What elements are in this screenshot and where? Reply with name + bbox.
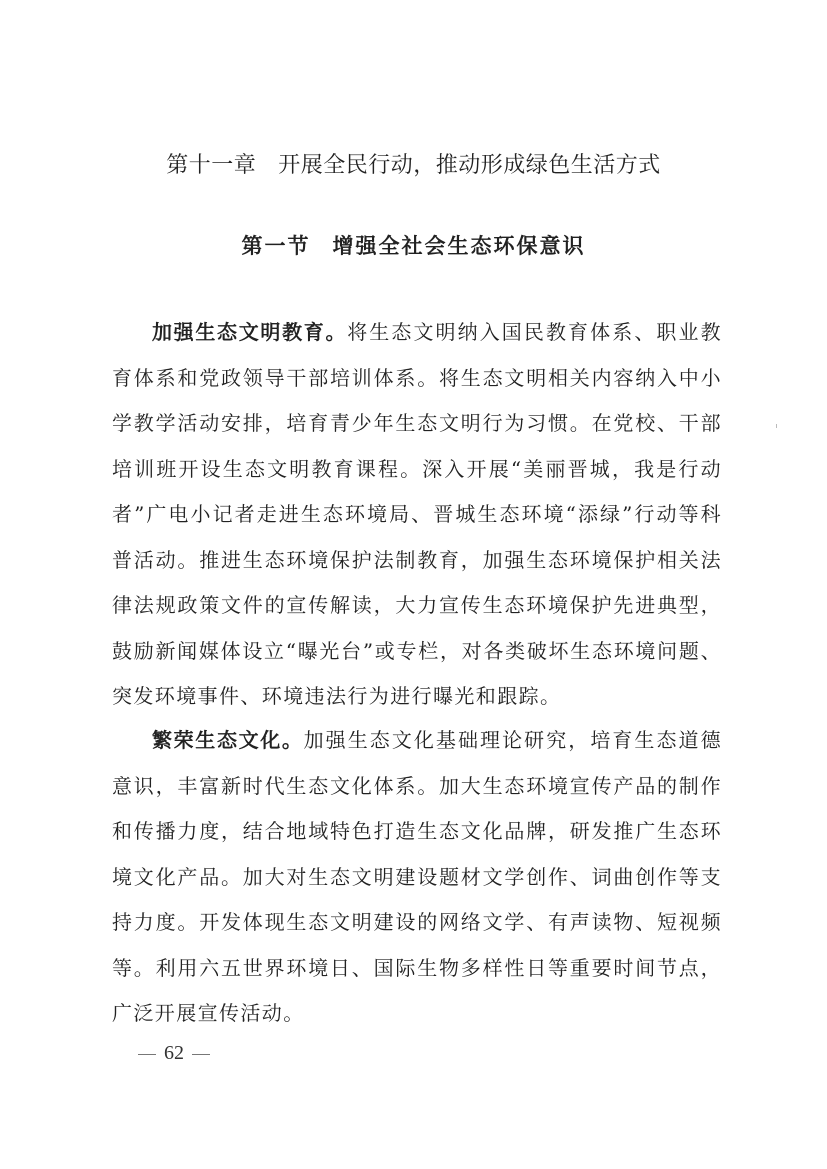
page-number — [130, 1042, 218, 1065]
paragraph-body: 加强生态文化基础理论研究，培育生态道德意识，丰富新时代生态文化体系。加大生态环境宣传产品的制作和传播力度，结合地域特色打造生态文化品牌，研发推广生态环境文化产品。加大对生态文明建设题材文学创作、词曲创作等支持力度。开发体现生态文明建设的网络文学、有声读物、短视频等。利用六五世界环境日、国际生物多样性日等重要时间节点，广泛开展宣传活动。 — [112, 728, 722, 1025]
chapter-title-text: 开展全民行动，推动形成绿色生活方式 — [278, 153, 661, 178]
paragraph-lead: 加强生态文明教育。 — [152, 320, 348, 344]
section-title-text: 增强全社会生态环保意识 — [332, 233, 586, 258]
dash-right — [192, 1054, 210, 1055]
paragraph-ecological-education — [112, 310, 722, 720]
chapter-number: 第十一章 — [166, 153, 257, 178]
paragraph-body: 将生态文明纳入国民教育体系、职业教育体系和党政领导干部培训体系。将生态文明相关内容纳入中小学教学活动安排，培育青少年生态文明行为习惯。在党校、干部培训班开设生态文明教育课程。深入开展“美丽晋城，我是行动者”广电小记者走进生态环境局、晋城生态环境“添绿”行动等科普活动。推进生态环境保护法制教育，加强生态环境保护相关法律法规政策文件的宣传解读，大力宣传生态环境保护先进典型，鼓励新闻媒体设立“曝光台”或专栏，对各类破坏生态环境问题、突发环境事件、环境违法行为进行曝光和跟踪。 — [112, 320, 722, 708]
scan-artifact — [776, 424, 777, 428]
page-number-text: 62 — [164, 1042, 184, 1064]
paragraph-lead: 繁荣生态文化。 — [152, 728, 304, 752]
chapter-title — [0, 148, 827, 179]
section-title — [0, 230, 827, 260]
paragraph-ecological-culture — [112, 718, 722, 1037]
dash-left — [138, 1054, 156, 1055]
section-number: 第一节 — [241, 233, 311, 258]
